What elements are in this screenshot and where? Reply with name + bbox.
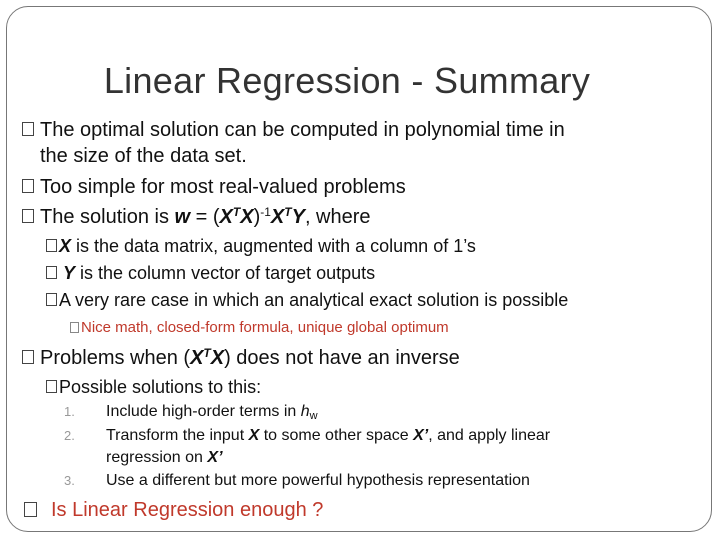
- bullet-solution-formula: The solution is $w = (X^TX)^{-1}X^TY$, where: [22, 206, 371, 229]
- sub-bullet-x-matrix: X is the data matrix, augmented with a column of 1’s: [46, 236, 476, 257]
- square-bullet-icon: [46, 266, 57, 279]
- sub-bullet-y-vector: Y is the column vector of target outputs: [46, 263, 375, 284]
- numbered-item-1: 1. Include high-order terms in $h_w$: [64, 403, 318, 422]
- sub-bullet-rare-case: A very rare case in which an analytical exact solution is possible: [46, 290, 568, 311]
- square-bullet-icon: [46, 293, 57, 306]
- square-bullet-icon: [46, 239, 57, 252]
- square-bullet-icon: [22, 122, 34, 136]
- bullet-optimal-solution-cont: the size of the data set.: [40, 145, 247, 167]
- square-bullet-icon: [24, 502, 37, 517]
- square-bullet-icon: [22, 179, 34, 193]
- bullet-optimal-solution: The optimal solution can be computed in polynomial time in: [22, 119, 565, 142]
- bullet-problems: Problems when $(X^TX)$ does not have an inverse: [22, 347, 460, 370]
- bullet-too-simple: Too simple for most real-valued problems: [22, 176, 406, 199]
- subsub-bullet-nice-math: Nice math, closed-form formula, unique global optimum: [70, 319, 449, 336]
- slide-title: Linear Regression - Summary: [103, 60, 591, 101]
- square-bullet-icon: [70, 322, 79, 333]
- square-bullet-icon: [22, 350, 34, 364]
- square-bullet-icon: [22, 209, 34, 223]
- numbered-item-3: 3. Use a different but more powerful hypothesis representation: [64, 472, 530, 489]
- square-bullet-icon: [46, 380, 57, 393]
- sub-bullet-possible-solutions: Possible solutions to this:: [46, 377, 261, 398]
- numbered-item-2: 2. Transform the input X to some other space X’, and apply linear: [64, 427, 551, 444]
- numbered-item-2-cont: regression on X’: [106, 449, 223, 466]
- question-bullet: Is Linear Regression enough ?: [24, 499, 323, 522]
